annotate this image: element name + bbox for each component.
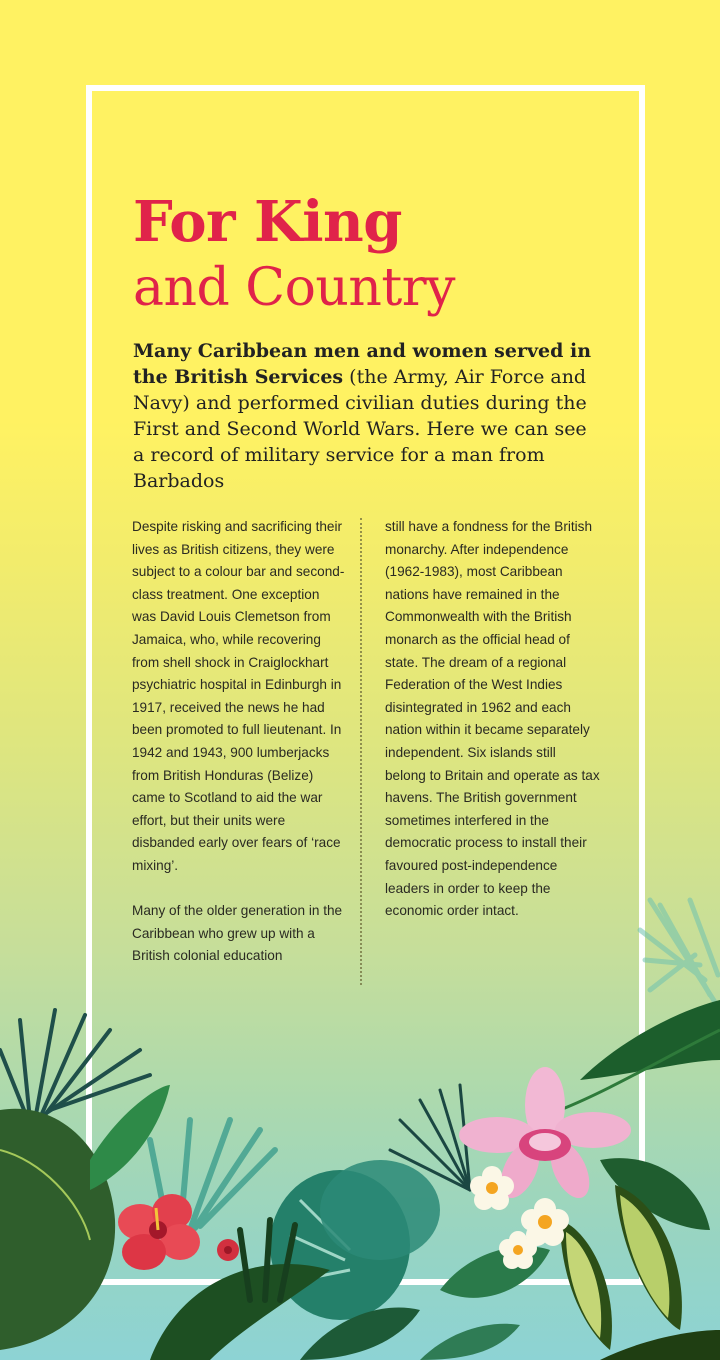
body-paragraph: Despite risking and sacrificing their lives as British citizens, they were subject to a colour bar and second-class treatment. One exception was David Louis Clemetson from Jamaica, who, while recovering from shell shock in Craiglockhart psychiatric hospital in Edinburgh in 1917, received the news he had been promoted to full lieutenant. In 1942 and 1943, 900 lumberjacks from British Honduras (Belize) came to Scotland to aid the war effort, but their units were disbanded early over fears of ‘race mixing’. [132, 519, 345, 873]
intro-bold-lead: Many Caribbean men and women served in the British Services [133, 340, 592, 388]
intro-paragraph [133, 338, 603, 494]
body-paragraph: still have a fondness for the British monarchy. After independence (1962-1983), most Caribbean nations have remained in the Commonwealth with the British monarch as the official head of state. The dream of a regional Federation of the West Indies disintegrated in 1962 and each nation within it became separately independent. Six islands still belong to Britain and operate as tax havens. The British government sometimes interfered in the democratic process to install their favoured post-independence leaders in order to keep the economic order intact. [385, 519, 600, 919]
body-paragraph: Many of the older generation in the Caribbean who grew up with a British colonial education [132, 903, 343, 964]
intro-regular-text: (the Army, Air Force and Navy) and performed civilian duties during the First and Second World Wars. Here we can see a record of military service for a man from Barbados [133, 366, 587, 492]
title-line-2: and Country [133, 258, 456, 318]
title-line-1: For King [133, 189, 402, 255]
page-title [133, 190, 455, 318]
body-column-left [132, 516, 347, 990]
body-column-right [385, 516, 600, 945]
column-divider-dotted [360, 518, 362, 985]
